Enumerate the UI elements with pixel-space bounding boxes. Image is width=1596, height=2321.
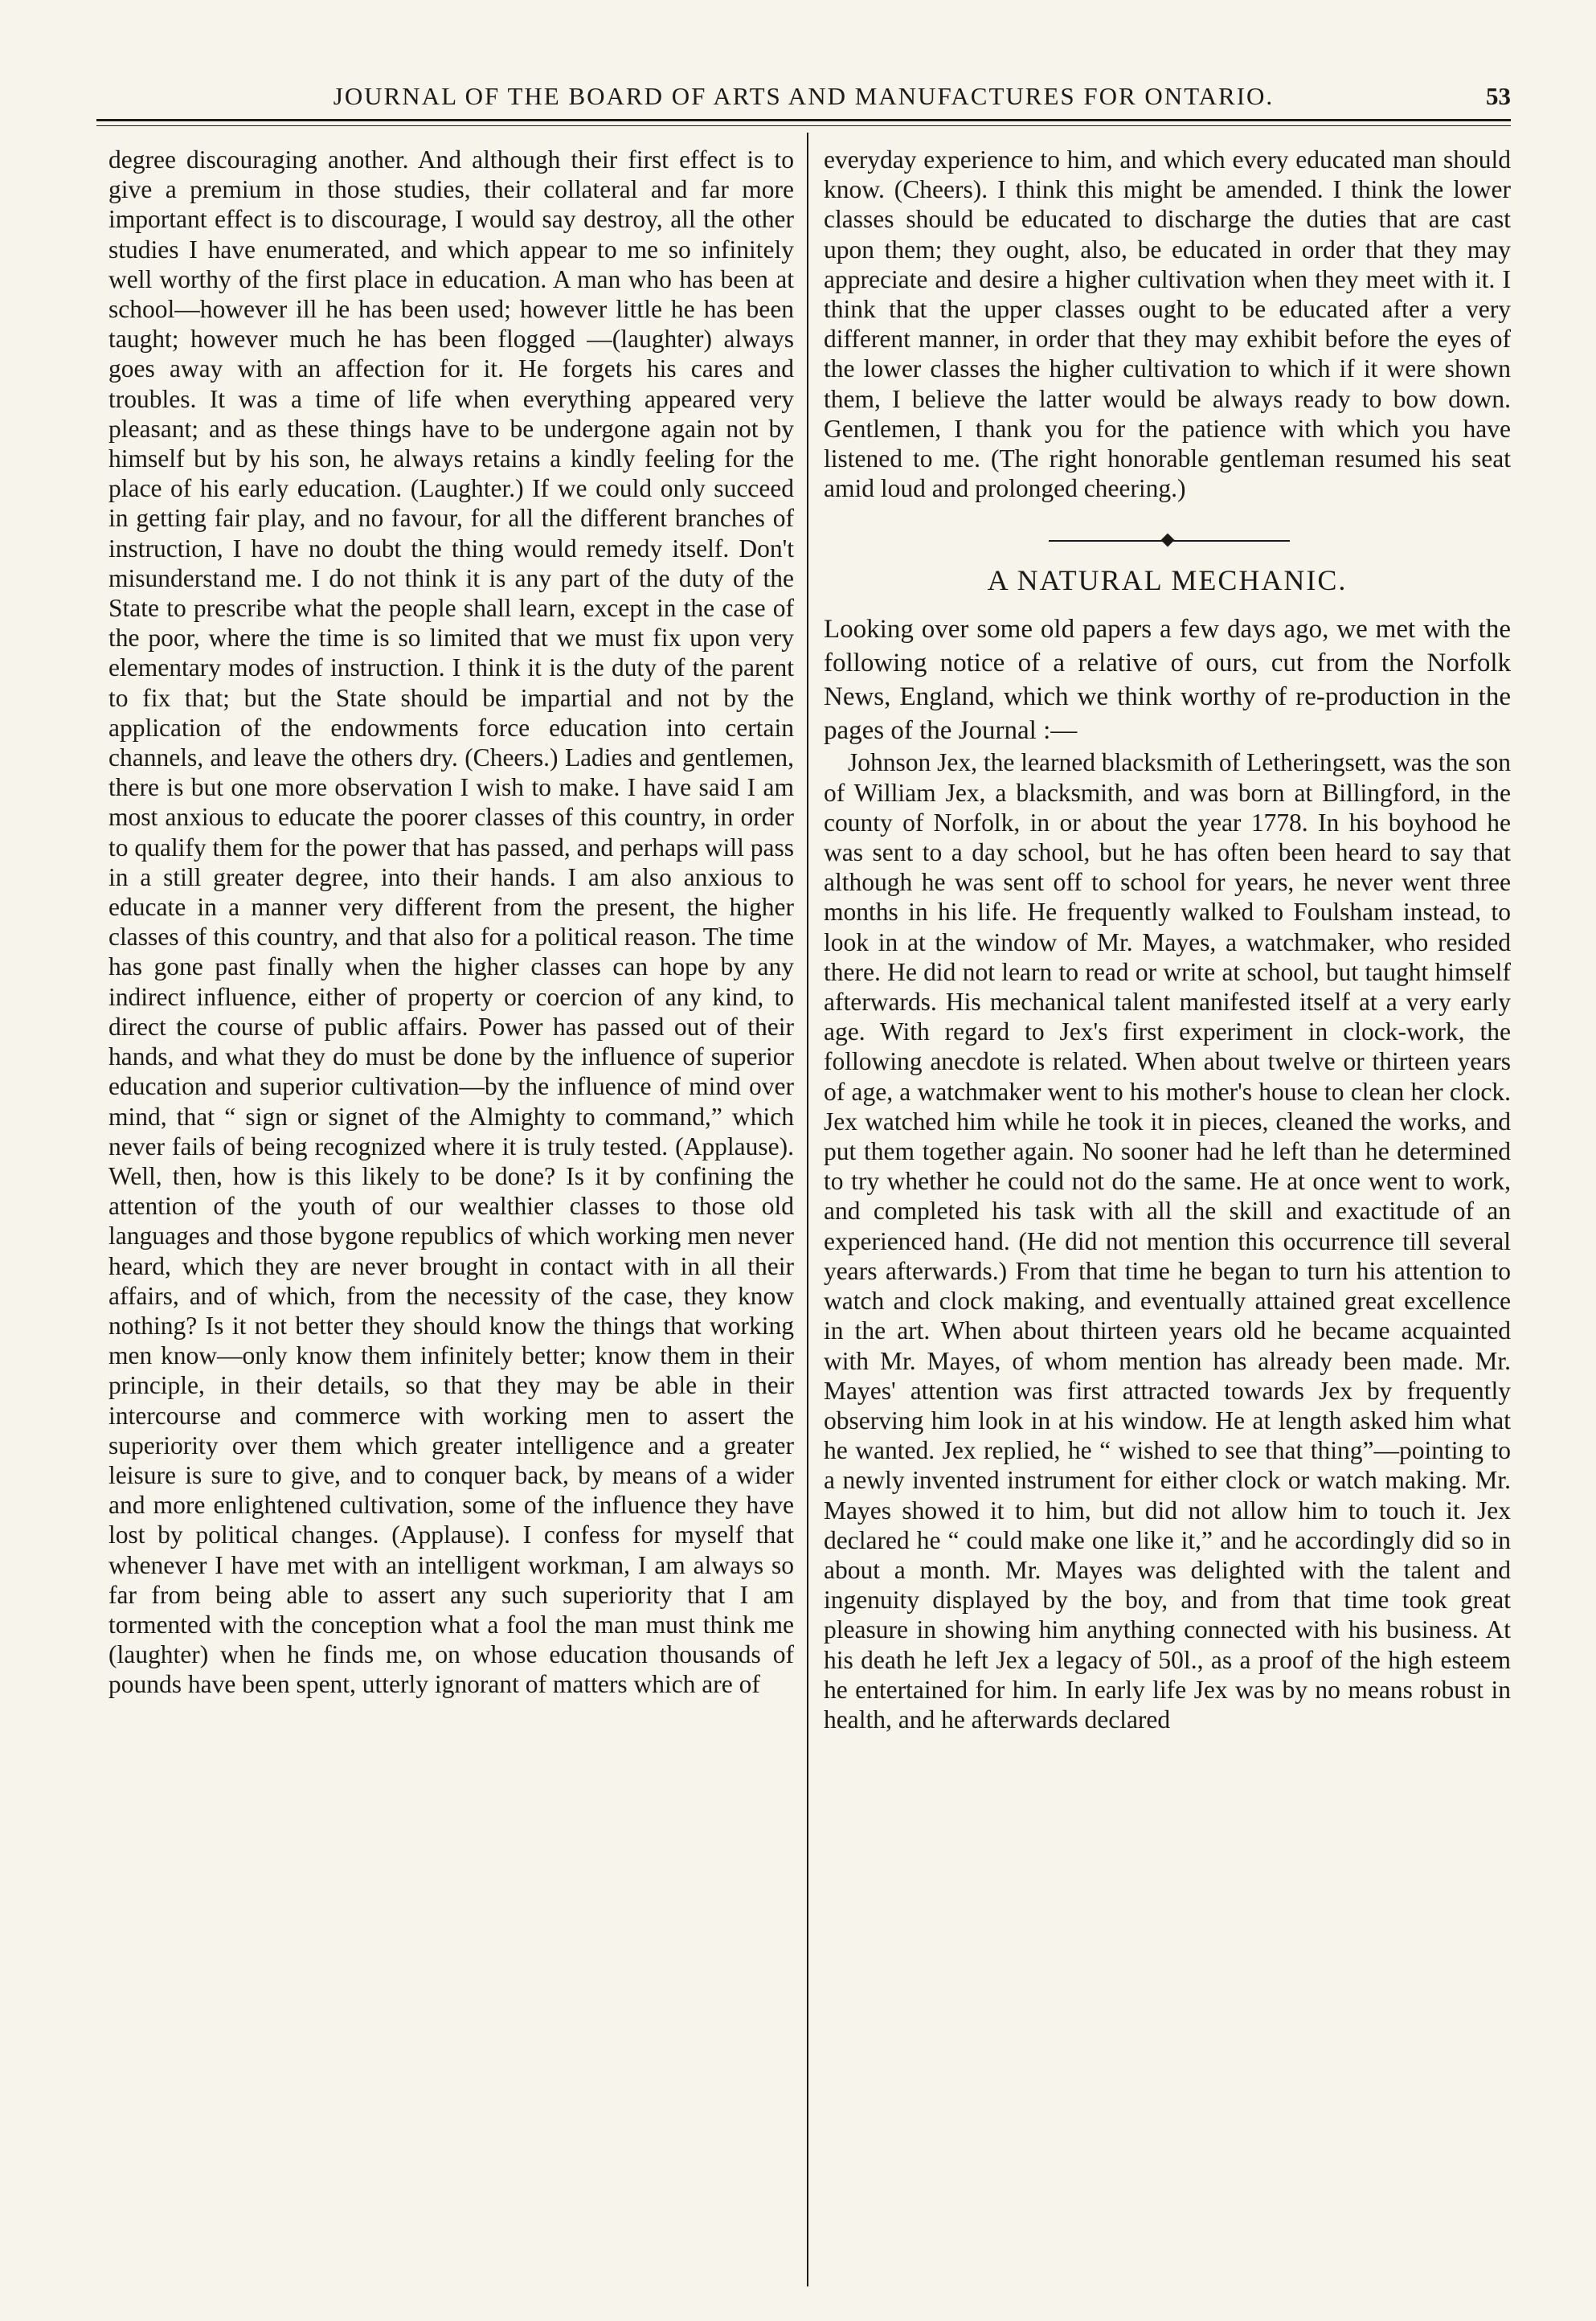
page-number: 53 bbox=[1486, 82, 1511, 110]
header-rule bbox=[96, 119, 1511, 121]
article-title: A NATURAL MECHANIC. bbox=[987, 564, 1348, 597]
speech-paragraph: degree discouraging another. And although their first effect is to give a premium in those studies, their collateral and far more important effect is to discourage, I would say destroy, all the other studies I have enumerated, and which appear to me so infinitely well worthy of the first place in education. A man who has been at school—however ill he has been used; however little he has been taught; however much he has been flogged —(laughter) always goes away with an affection for it. He forgets his cares and troubles. It was a time of life when everything appeared very pleasant; and as these things have to be undergone again not by himself but by his son, he always retains a kindly feeling for the place of his early education. (Laughter.) If we could only succeed in getting fair play, and no favour, for all the different branches of instruction, I have no doubt the thing would remedy itself. Don't misunderstand me. I do not think it is any part of the duty of the State to prescribe what the people shall learn, except in the case of the poor, where the time is so limited that we must fix upon very elementary modes of instruction. I think it is the duty of the parent to fix that; but the State should be impartial and not by the application of the endowments force education into certain channels, and leave the others dry. (Cheers.) Ladies and gentlemen, there is but one more observation I wish to make. I have said I am most anxious to educate the poorer classes of this country, in order to qualify them for the power that has passed, and perhaps will pass in a still greater degree, into their hands. I am also anxious to educate in a manner very different from the present, the higher classes of this country, and that also for a political reason. The time has gone past finally when the higher classes can hope by any indirect influence, either of property or coercion of any kind, to direct the course of public affairs. Power has passed out of their hands, and what they do must be done by the influence of superior education and superior cultivation—by the influence of mind over mind, that “ sign or signet of the Almighty to command,” which never fails of being recognized where it is truly tested. (Applause). Well, then, how is this likely to be done? Is it by confining the attention of the youth of our wealthier classes to those old languages and those bygone republics of which working men never heard, which they are never brought in contact with in all their affairs, and of which, from the necessity of the case, they know nothing? Is it not better they should know the things that working men know—only know them infinitely better; know them in their principle, in their details, so that they may be able in their intercourse and commerce with working men to assert the superiority over them which greater intelligence and a greater leisure is sure to give, and to conquer back, by means of a wider and more enlightened cultivation, some of the influence they have lost by political changes. (Applause). I confess for myself that whenever I have met with an intelligent workman, I am always so far from being able to assert any such superiority that I am tormented with the conception what a fool the man must think me (laughter) when he finds me, on whose education thousands of pounds have been spent, utterly ignorant of matters which are of bbox=[108, 145, 794, 1699]
separator-diamond-icon bbox=[1161, 534, 1175, 547]
article-body: Johnson Jex, the learned blacksmith of Letheringsett, was the son of William Jex, a blacksmith, and was born at Billingford, in the county of Norfolk, in or about the year 1778. In his boyhood he was sent to a day school, but he has often been heard to say that although he was sent off to school for years, he never went three months in his life. He frequently walked to Foulsham instead, to look in at the window of Mr. Mayes, a watchmaker, who resided there. He did not learn to read or write at school, but taught himself afterwards. His mechanical talent manifested itself at a very early age. With regard to Jex's first experiment in clock-work, the following anecdote is related. When about twelve or thirteen years of age, a watchmaker went to his mother's house to clean her clock. Jex watched him while he took it in pieces, cleaned the works, and put them together again. No sooner had he left than he determined to try whether he could not do the same. He at once went to work, and completed his task with all the skill and exactitude of an experienced hand. (He did not mention this occurrence till several years afterwards.) From that time he began to turn his attention to watch and clock making, and eventually attained great excellence in the art. When about thirteen years old he became acquainted with Mr. Mayes, of whom mention has already been made. Mr. Mayes' attention was first attracted towards Jex by frequently observing him look in at his window. He at length asked him what he wanted. Jex replied, he “ wished to see that thing”—pointing to a newly invented instrument for either clock or watch making. Mr. Mayes showed it to him, but did not allow him to touch it. Jex declared he “ could make one like it,” and he accordingly did so in about a month. Mr. Mayes was delighted with the talent and ingenuity displayed by the boy, and from that time took great pleasure in showing him anything connected with his business. At his death he left Jex a legacy of 50l., as a proof of the high esteem he entertained for him. In early life Jex was by no means robust in health, and he afterwards declared bbox=[824, 748, 1511, 1734]
journal-title: JOURNAL OF THE BOARD OF ARTS AND MANUFACTURES FOR ONTARIO. bbox=[333, 82, 1275, 110]
article-intro: Looking over some old papers a few days ago, we met with the following notice of a relative of ours, cut from the Norfolk News, England, which we think worthy of re-production in the pages of the Journal :— bbox=[824, 615, 1511, 746]
section-separator bbox=[824, 524, 1511, 556]
speech-continuation: everyday experience to him, and which every educated man should know. (Cheers). I think this might be amended. I think the lower classes should be educated to discharge the duties that are cast upon them; they ought, also, be educated in order that they may appreciate and desire a higher cultivation when they meet with it. I think that the upper classes ought to be educated after a very different manner, in order that they may exhibit before the eyes of the lower classes the higher cultivation to which if it were shown them, I believe the latter would be always ready to bow down. Gentlemen, I thank you for the patience with which you have listened to me. (The right honorable gentleman resumed his seat amid loud and prolonged cheering.) bbox=[824, 145, 1511, 503]
header-rule-thin bbox=[96, 125, 1511, 126]
column-divider bbox=[807, 133, 808, 2286]
left-column bbox=[108, 145, 794, 1700]
right-column bbox=[824, 145, 1511, 1734]
running-header bbox=[96, 80, 1511, 121]
